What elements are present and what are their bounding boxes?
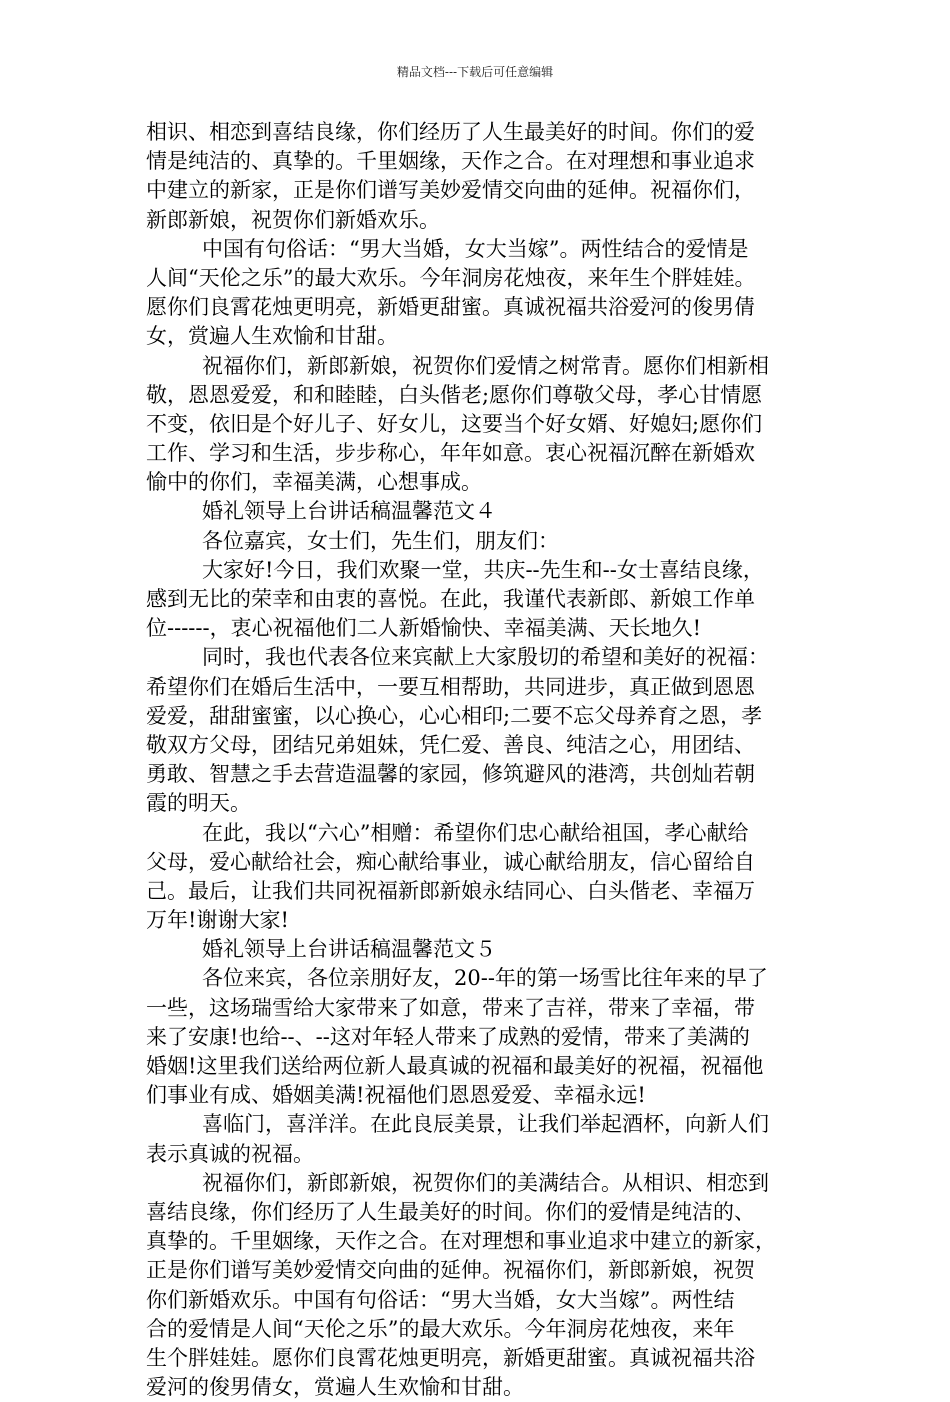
- text-line: 祝福你们，新郎新娘，祝贺你们的美满结合。从相识、相恋到: [202, 1170, 769, 1195]
- text-line: 喜临门，喜洋洋。在此良辰美景，让我们举起酒杯，向新人们: [202, 1112, 769, 1137]
- text-line: 情是纯洁的、真挚的。千里姻缘，天作之合。在对理想和事业追求: [146, 149, 755, 174]
- paragraph: [146, 527, 816, 556]
- paragraph: [146, 556, 816, 644]
- text-line: 勇敢、智慧之手去营造温馨的家园，修筑避风的港湾，共创灿若朝: [146, 762, 755, 787]
- document-body: [146, 118, 816, 1402]
- paragraph: [146, 819, 816, 936]
- text-line: 们事业有成、婚姻美满!祝福他们恩恩爱爱、幸福永远!: [146, 1083, 646, 1108]
- text-line: 人间“天伦之乐”的最大欢乐。今年洞房花烛夜，来年生个胖娃娃。: [146, 265, 756, 290]
- text-line: 新郎新娘，祝贺你们新婚欢乐。: [146, 207, 440, 232]
- page-header: 精品文档---下载后可任意编辑: [396, 65, 554, 79]
- text-line: 中国有句俗话：“男大当婚，女大当嫁”。两性结合的爱情是: [202, 236, 749, 261]
- text-line: 各位嘉宾，女士们，先生们，朋友们：: [202, 528, 559, 553]
- text-line: 合的爱情是人间“天伦之乐”的最大欢乐。今年洞房花烛夜，来年: [146, 1316, 735, 1341]
- paragraph: [146, 643, 816, 818]
- text-line: 敬双方父母，团结兄弟姐妹，凭仁爱、善良、纯洁之心，用团结、: [146, 732, 755, 757]
- paragraph: [146, 964, 816, 1110]
- heading-text: 婚礼领导上台讲话稿温馨范文４: [202, 499, 496, 524]
- text-line: 愉中的你们，幸福美满，心想事成。: [146, 470, 482, 495]
- text-line: 万年!谢谢大家!: [146, 908, 289, 933]
- text-line: 正是你们谱写美妙爱情交向曲的延伸。祝福你们，新郎新娘，祝贺: [146, 1258, 755, 1283]
- text-line: 表示真诚的祝福。: [146, 1141, 314, 1166]
- heading-text: 婚礼领导上台讲话稿温馨范文５: [202, 937, 496, 962]
- text-line: 感到无比的荣幸和由衷的喜悦。在此，我谨代表新郎、新娘工作单: [146, 587, 755, 611]
- text-line: 希望你们在婚后生活中，一要互相帮助，共同进步，真正做到恩恩: [146, 674, 755, 699]
- text-line: 祝福你们，新郎新娘，祝贺你们爱情之树常青。愿你们相新相: [202, 353, 769, 378]
- paragraph: [146, 1110, 816, 1168]
- text-line: 敬，恩恩爱爱，和和睦睦，白头偕老;愿你们尊敬父母，孝心甘情愿: [146, 382, 763, 407]
- text-line: 来了安康!也给--、--这对年轻人带来了成熟的爱情，带来了美满的: [146, 1024, 750, 1049]
- text-line: 己。最后，让我们共同祝福新郎新娘永结同心、白头偕老、幸福万: [146, 878, 755, 903]
- text-line: 在此，我以“六心”相赠：希望你们忠心献给祖国，孝心献给: [202, 820, 749, 845]
- text-line: 你们新婚欢乐。中国有句俗话：“男大当婚，女大当嫁”。两性结: [146, 1287, 735, 1312]
- text-line: 爱爱，甜甜蜜蜜，以心换心，心心相印;二要不忘父母养育之恩，孝: [146, 703, 763, 728]
- paragraph: [146, 235, 816, 352]
- section-heading: [146, 935, 816, 964]
- text-line: 霞的明天。: [146, 791, 251, 816]
- text-line: 女，赏遍人生欢愉和甘甜。: [146, 324, 398, 349]
- paragraph: [146, 352, 816, 498]
- text-line: 各位来宾，各位亲朋好友，20--年的第一场雪比往年来的早了: [202, 966, 768, 991]
- text-line: 喜结良缘，你们经历了人生最美好的时间。你们的爱情是纯洁的、: [146, 1199, 755, 1224]
- text-line: 真挚的。千里姻缘，天作之合。在对理想和事业追求中建立的新家，: [146, 1229, 776, 1254]
- section-heading: [146, 497, 816, 526]
- text-line: 工作、学习和生活，步步称心，年年如意。衷心祝福沉醉在新婚欢: [146, 441, 755, 466]
- text-line: 爱河的俊男倩女，赏遍人生欢愉和甘甜。: [146, 1375, 524, 1400]
- text-line: 同时，我也代表各位来宾献上大家殷切的希望和美好的祝福：: [202, 645, 769, 670]
- text-line: 婚姻!这里我们送给两位新人最真诚的祝福和最美好的祝福，祝福他: [146, 1054, 764, 1078]
- text-line: 愿你们良霄花烛更明亮，新婚更甜蜜。真诚祝福共浴爱河的俊男倩: [146, 295, 755, 320]
- text-line: 位------，衷心祝福他们二人新婚愉快、幸福美满、天长地久!: [146, 616, 702, 641]
- paragraph: [146, 1169, 816, 1402]
- text-line: 一些，这场瑞雪给大家带来了如意，带来了吉祥，带来了幸福，带: [146, 995, 755, 1020]
- text-line: 父母，爱心献给社会，痴心献给事业，诚心献给朋友，信心留给自: [146, 849, 755, 874]
- paragraph: [146, 118, 816, 235]
- text-line: 中建立的新家，正是你们谱写美妙爱情交向曲的延伸。祝福你们，: [146, 178, 755, 203]
- text-line: 相识、相恋到喜结良缘，你们经历了人生最美好的时间。你们的爱: [146, 120, 755, 144]
- text-line: 生个胖娃娃。愿你们良霄花烛更明亮，新婚更甜蜜。真诚祝福共浴: [146, 1345, 755, 1370]
- text-line: 不变，依旧是个好儿子、好女儿，这要当个好女婿、好媳妇;愿你们: [146, 411, 763, 436]
- text-line: 大家好!今日，我们欢聚一堂，共庆--先生和--女士喜结良缘，: [202, 557, 764, 582]
